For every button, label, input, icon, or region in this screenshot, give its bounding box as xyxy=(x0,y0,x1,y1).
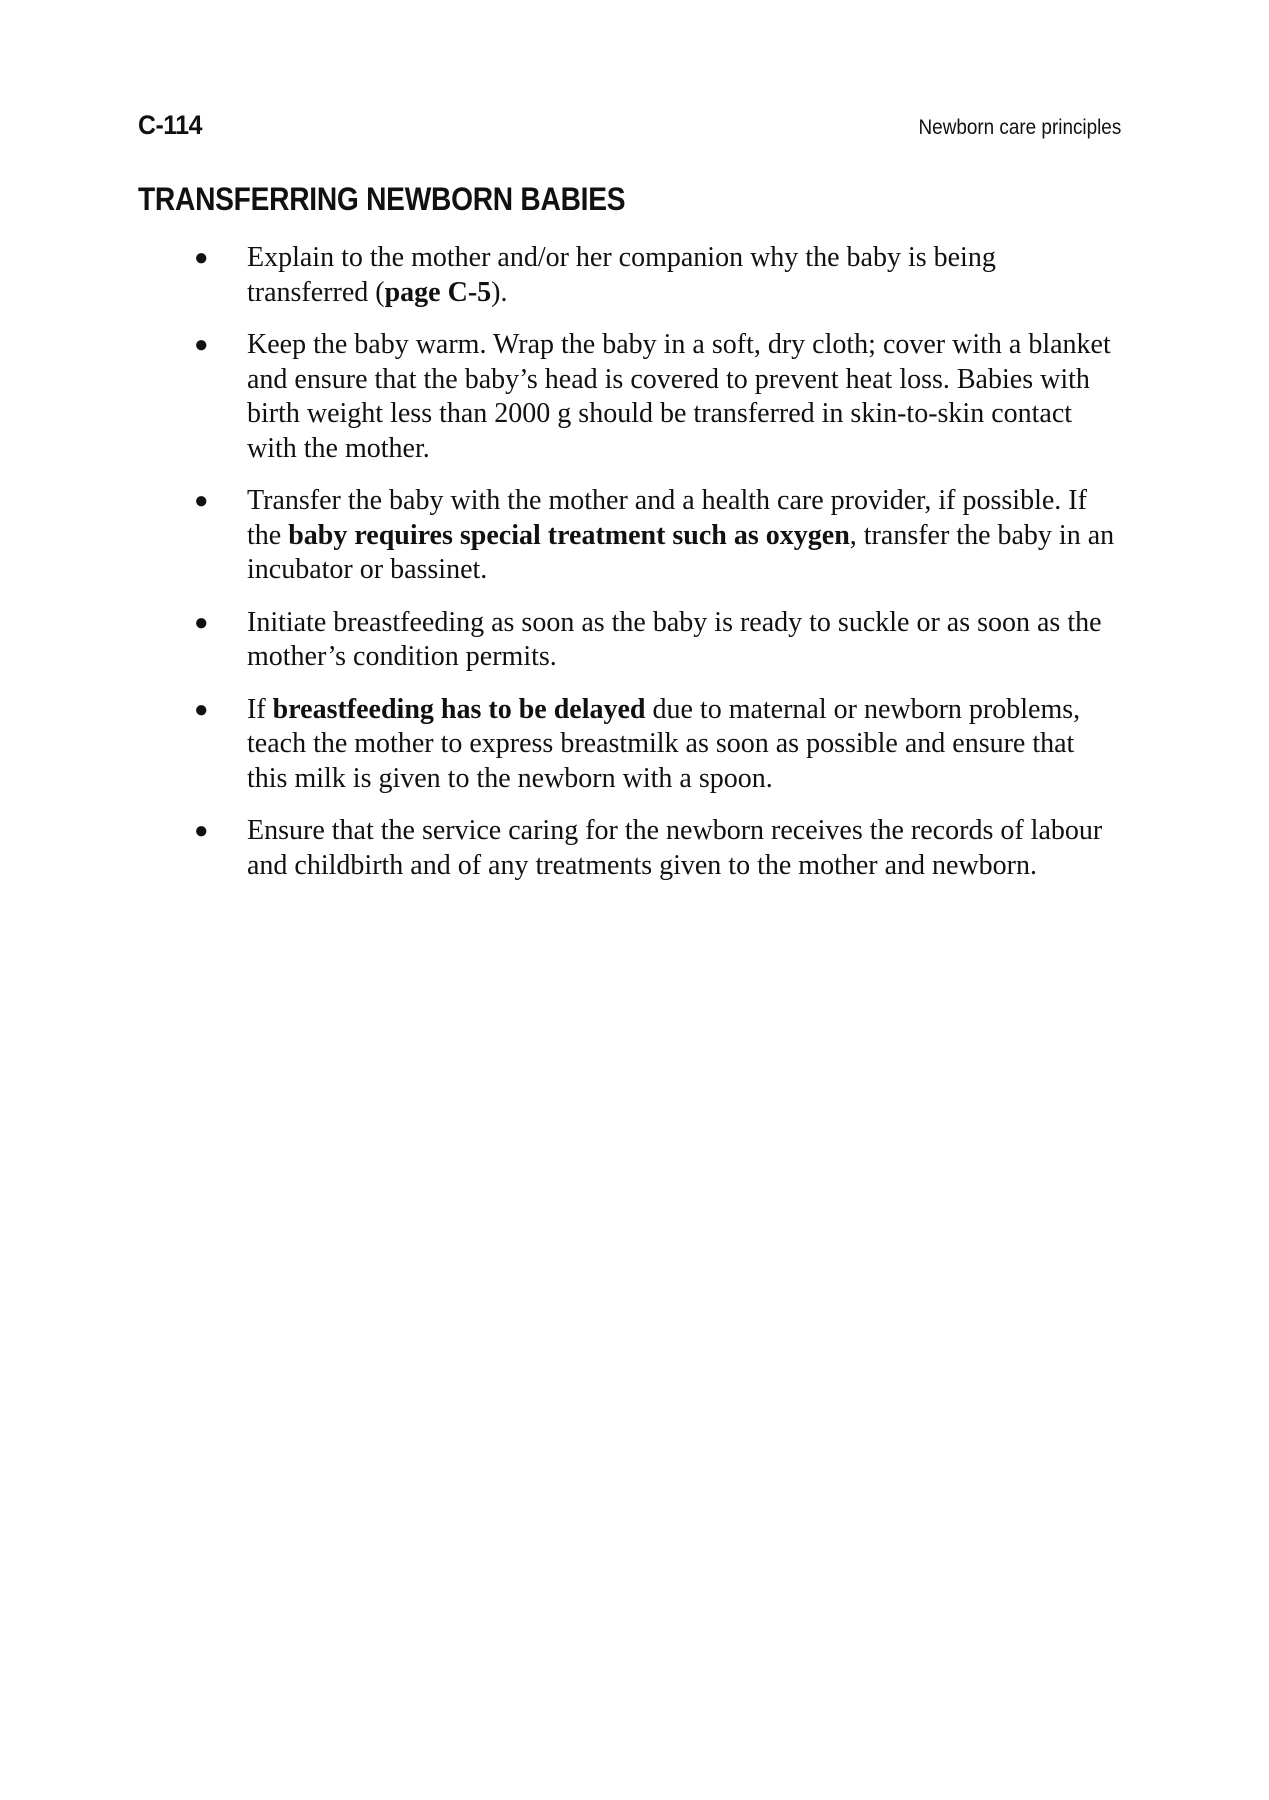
list-item-text: If xyxy=(247,693,273,725)
list-item-text: Transfer the baby with the mother and a health care provider, if possible. If the xyxy=(247,485,1087,551)
bullet-icon: ● xyxy=(194,488,209,514)
page-number: C-114 xyxy=(138,110,202,140)
list-item-text: , transfer the baby in an incubator or bassinet. xyxy=(247,519,1115,585)
list-item-text: Initiate breastfeeding as soon as the baby is ready to suckle or as soon as the mother’s condition permits. xyxy=(247,606,1102,672)
list-item-text: Ensure that the service caring for the newborn receives the records of labour and childbirth and of any treatments given to the mother and newborn. xyxy=(247,815,1103,881)
list-item xyxy=(188,814,1116,883)
cross-reference: page C-5 xyxy=(384,276,492,308)
bullet-icon: ● xyxy=(194,609,209,636)
bullet-icon: ● xyxy=(194,332,209,358)
list-item-text: Keep the baby warm. Wrap the baby in a soft, dry cloth; cover with a blanket and ensure that the baby’s head is covered to prevent heat loss. Babies with birth weight less than 2000 g should be transferred in skin-to-skin contact with the mother. xyxy=(247,329,1111,464)
bullet-icon: ● xyxy=(194,245,209,271)
bullet-icon: ● xyxy=(194,818,209,844)
section-title: TRANSFERRING NEWBORN BABIES xyxy=(138,181,626,217)
list-item-text: Explain to the mother and/or her companion why the baby is being transferred ( xyxy=(247,242,996,308)
list-item xyxy=(188,484,1116,588)
bullet-list xyxy=(188,241,1116,901)
list-item xyxy=(188,606,1116,675)
bullet-icon: ● xyxy=(194,696,209,723)
list-item xyxy=(188,328,1116,466)
list-item-text: ). xyxy=(491,276,508,308)
running-header: Newborn care principles xyxy=(918,116,1121,139)
list-item xyxy=(188,241,1116,310)
list-item xyxy=(188,693,1116,797)
emphasis-text: baby requires special treatment such as oxygen xyxy=(288,519,850,551)
emphasis-text: breastfeeding has to be delayed xyxy=(272,693,646,725)
list-item-text: due to maternal or newborn problems, teach the mother to express breastmilk as soon as possible and ensure that this milk is given to the newborn with a spoon. xyxy=(247,693,1081,794)
